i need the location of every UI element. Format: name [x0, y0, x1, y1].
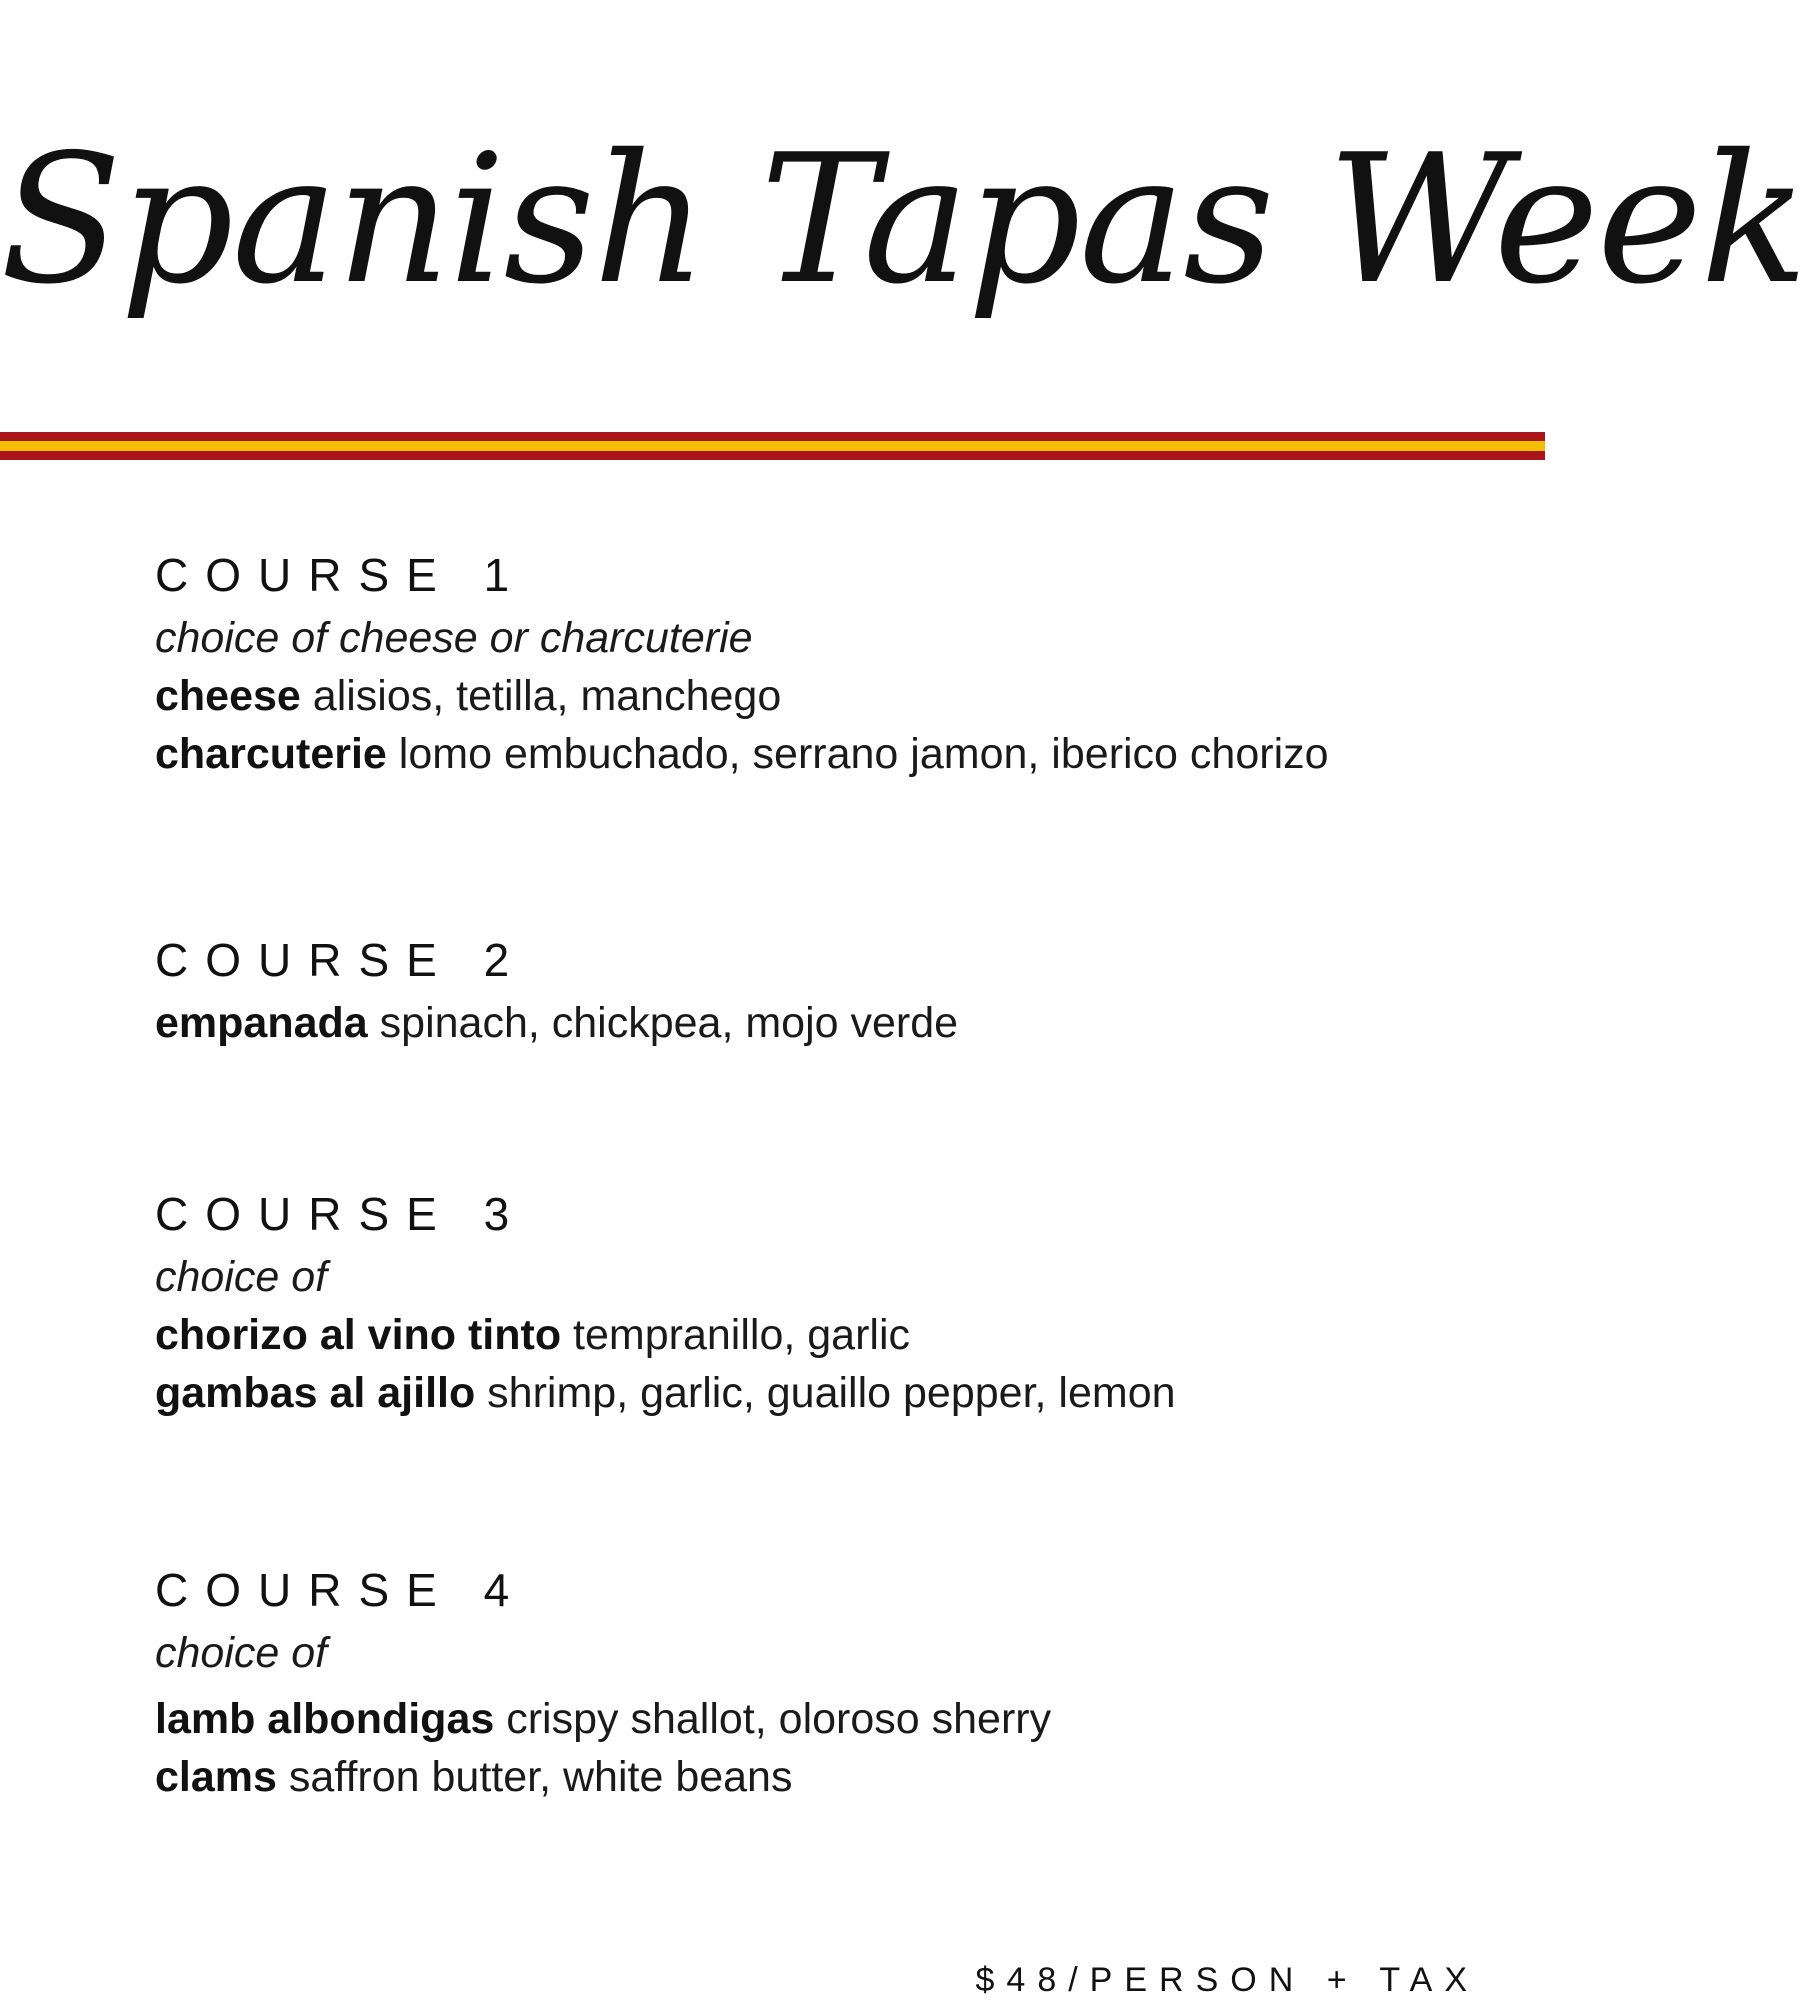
menu-item-charcuterie	[155, 725, 1485, 783]
course-note: choice of	[155, 1629, 328, 1677]
stripe-red-top	[0, 432, 1545, 441]
course-2	[155, 932, 1485, 1052]
course-heading: COURSE 3	[155, 1188, 527, 1240]
menu-item-chorizo-al-vino-tinto	[155, 1306, 1485, 1364]
menu-item-gambas-al-ajillo	[155, 1364, 1485, 1422]
course-note: choice of	[155, 1253, 328, 1301]
price-label: $48/PERSON + TAX	[975, 1961, 1479, 1999]
item-name: clams	[155, 1753, 277, 1801]
item-name: lamb albondigas	[155, 1695, 495, 1743]
spanish-flag-stripes	[0, 432, 1545, 460]
stripe-yellow	[0, 441, 1545, 451]
menu-item-clams	[155, 1748, 1485, 1806]
item-description: saffron butter, white beans	[276, 1753, 793, 1801]
course-3	[155, 1186, 1485, 1422]
menu-item-empanada	[155, 994, 1485, 1052]
item-description: lomo embuchado, serrano jamon, iberico chorizo	[386, 730, 1329, 778]
course-4	[155, 1562, 1485, 1806]
item-name: charcuterie	[155, 730, 387, 778]
menu-item-cheese	[155, 667, 1485, 725]
course-heading: COURSE 1	[155, 549, 527, 601]
course-note: choice of cheese or charcuterie	[155, 614, 753, 662]
item-description: alisios, tetilla, manchego	[300, 672, 782, 720]
course-heading: COURSE 4	[155, 1564, 527, 1616]
item-name: gambas al ajillo	[155, 1369, 476, 1417]
item-description: crispy shallot, oloroso sherry	[494, 1695, 1052, 1743]
item-name: empanada	[155, 999, 368, 1047]
item-name: cheese	[155, 672, 301, 720]
menu-item-lamb-albondigas	[155, 1690, 1485, 1748]
stripe-red-bottom	[0, 451, 1545, 460]
item-description: tempranillo, garlic	[561, 1311, 911, 1359]
spacer	[155, 1682, 1485, 1690]
item-description: spinach, chickpea, mojo verde	[367, 999, 959, 1047]
item-name: chorizo al vino tinto	[155, 1311, 562, 1359]
item-description: shrimp, garlic, guaillo pepper, lemon	[475, 1369, 1176, 1417]
course-1	[155, 547, 1485, 783]
menu-title: Spanish Tapas Week	[0, 116, 1806, 323]
course-heading: COURSE 2	[155, 934, 527, 986]
